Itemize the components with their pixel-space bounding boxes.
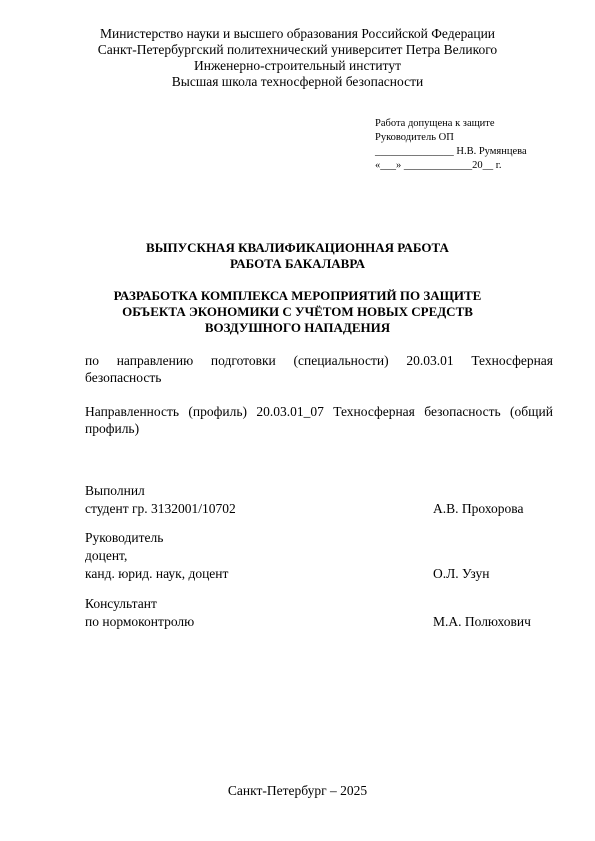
topic-line-2: ОБЪЕКТА ЭКОНОМИКИ С УЧЁТОМ НОВЫХ СРЕДСТВ — [122, 304, 473, 319]
profile-paragraph: Направленность (профиль) 20.03.01_07 Техносферная безопасность (общий профиль) — [85, 404, 553, 436]
consultant-detail: по нормоконтролю — [85, 614, 195, 629]
consultant-name: М.А. Полюхович — [433, 614, 531, 629]
performer-detail: студент гр. 3132001/10702 — [85, 501, 236, 516]
supervisor-name: О.Л. Узун — [433, 566, 490, 581]
approval-signature-line: _______________ Н.В. Румянцева — [375, 146, 527, 157]
approval-head-role: Руководитель ОП — [375, 132, 454, 143]
performer-name: А.В. Прохорова — [433, 501, 524, 516]
topic-line-3: ВОЗДУШНОГО НАПАДЕНИЯ — [204, 320, 391, 335]
institute-line: Инженерно-строительный институт — [194, 58, 401, 73]
approval-admitted: Работа допущена к защите — [375, 118, 495, 129]
direction-paragraph: по направлению подготовки (специальности) 20.03.01 Техносферная безопасность — [85, 353, 553, 385]
supervisor-role: Руководитель — [85, 530, 164, 545]
supervisor-position: доцент, — [85, 548, 128, 563]
performer-block — [85, 482, 553, 518]
performer-role: Выполнил — [85, 483, 145, 498]
consultant-block — [85, 595, 553, 631]
school-line: Высшая школа техносферной безопасности — [171, 74, 424, 89]
supervisor-block — [85, 529, 553, 583]
work-type-title: ВЫПУСКНАЯ КВАЛИФИКАЦИОННАЯ РАБОТА — [146, 240, 449, 255]
city-year-footer: Санкт-Петербург – 2025 — [227, 783, 368, 798]
supervisor-degree: канд. юрид. наук, доцент — [85, 566, 229, 581]
institution-header — [0, 26, 595, 90]
university-line: Санкт-Петербургский политехнический университет Петра Великого — [97, 42, 498, 57]
topic-line-1: РАЗРАБОТКА КОМПЛЕКСА МЕРОПРИЯТИЙ ПО ЗАЩИТЕ — [113, 288, 482, 303]
consultant-role: Консультант — [85, 596, 157, 611]
approval-block — [375, 117, 527, 173]
work-level-title: РАБОТА БАКАЛАВРА — [230, 256, 365, 271]
approval-date-line: «___» _____________20__ г. — [375, 160, 502, 171]
title-block — [0, 240, 595, 336]
ministry-line: Министерство науки и высшего образования Российской Федерации — [99, 26, 496, 41]
